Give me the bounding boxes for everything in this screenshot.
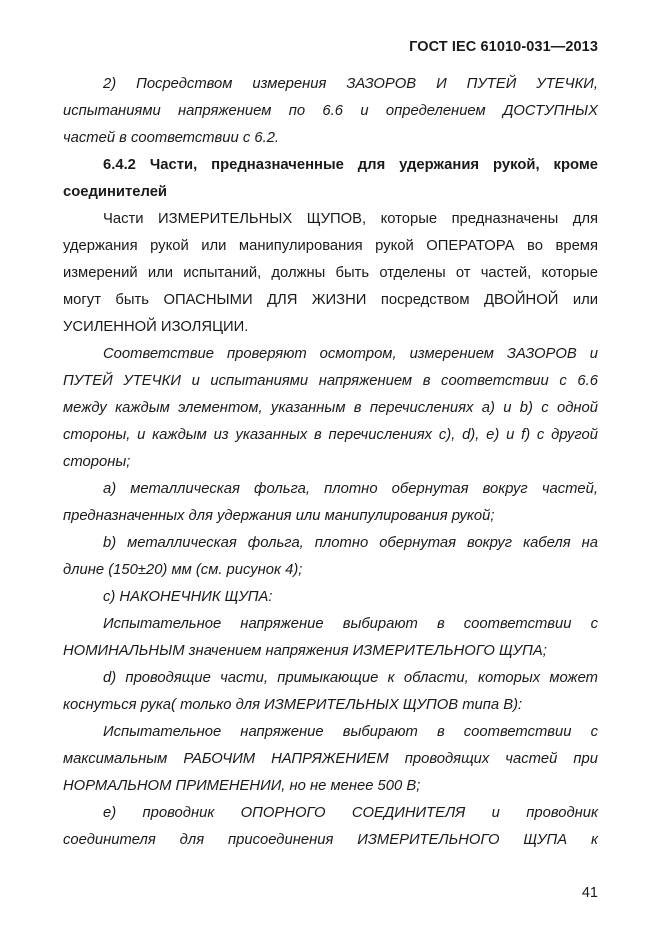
text-line: могут быть ОПАСНЫМИ ДЛЯ ЖИЗНИ посредством ДВОЙНОЙ или: [63, 292, 598, 308]
text-line: коснуться рука( только для ИЗМЕРИТЕЛЬНЫХ ЩУПОВ типа B):: [63, 697, 523, 713]
text-line: максимальным РАБОЧИМ НАПРЯЖЕНИЕМ проводящих частей при: [63, 751, 598, 767]
text-line: Части ИЗМЕРИТЕЛЬНЫХ ЩУПОВ, которые предназначены для: [103, 211, 598, 227]
text-line: Соответствие проверяют осмотром, измерением ЗАЗОРОВ и: [103, 346, 598, 362]
list-item: b) металлическая фольга, плотно обернутая вокруг кабеля на: [103, 535, 598, 551]
list-item: e) проводник ОПОРНОГО СОЕДИНИТЕЛЯ и проводник: [103, 805, 598, 821]
text-line: ПУТЕЙ УТЕЧКИ и испытаниями напряжением в соответствии с 6.6: [63, 373, 598, 389]
text-line: между каждым элементом, указанным в перечислениях a) и b) с одной: [63, 400, 598, 416]
page-number: 41: [581, 885, 598, 901]
list-item: c) НАКОНЕЧНИК ЩУПА:: [103, 589, 273, 605]
text-line: удержания рукой или манипулирования рукой ОПЕРАТОРА во время: [63, 238, 598, 254]
text-line: УСИЛЕННОЙ ИЗОЛЯЦИИ.: [63, 319, 249, 335]
text-line: испытаниями напряжением по 6.6 и определением ДОСТУПНЫХ: [63, 103, 598, 119]
text-line: соединителя для присоединения ИЗМЕРИТЕЛЬНОГО ЩУПА к: [63, 832, 598, 848]
text-line: стороны;: [63, 454, 131, 470]
text-line: длине (150±20) мм (см. рисунок 4);: [63, 562, 303, 578]
list-item: d) проводящие части, примыкающие к области, которых может: [103, 670, 598, 686]
text-line: измерений или испытаний, должны быть отделены от частей, которые: [63, 265, 598, 281]
section-heading: 6.4.2 Части, предназначенные для удержания рукой, кроме: [103, 157, 598, 173]
text-line: предназначенных для удержания или манипулирования рукой;: [63, 508, 495, 524]
list-item: a) металлическая фольга, плотно обернутая вокруг частей,: [103, 481, 598, 497]
text-line: НОМИНАЛЬНЫМ значением напряжения ИЗМЕРИТЕЛЬНОГО ЩУПА;: [63, 643, 547, 659]
section-heading: соединителей: [63, 184, 168, 200]
text-line: 2) Посредством измерения ЗАЗОРОВ И ПУТЕЙ УТЕЧКИ,: [103, 76, 598, 92]
text-line: Испытательное напряжение выбирают в соответствии с: [103, 616, 598, 632]
text-line: стороны, и каждым из указанных в перечислениях c), d), e) и f) с другой: [63, 427, 598, 443]
document-header: ГОСТ IEC 61010-031—2013: [409, 39, 598, 55]
text-line: Испытательное напряжение выбирают в соответствии с: [103, 724, 598, 740]
text-line: НОРМАЛЬНОМ ПРИМЕНЕНИИ, но не менее 500 В;: [63, 778, 421, 794]
text-line: частей в соответствии с 6.2.: [63, 130, 280, 146]
